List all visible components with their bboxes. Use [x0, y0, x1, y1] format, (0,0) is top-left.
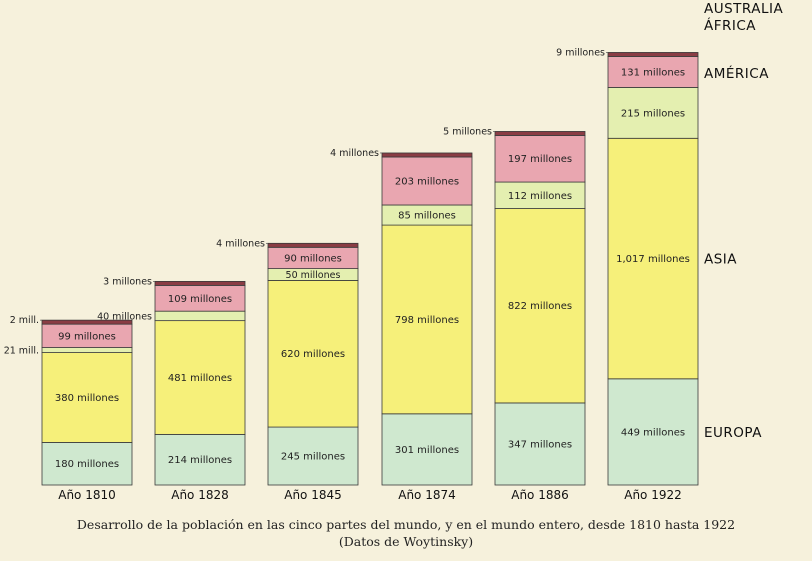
- legend-label-europa: EUROPA: [704, 424, 762, 441]
- data-label-africa-3: 203 millones: [394, 176, 460, 188]
- data-label-africa-5: 131 millones: [620, 67, 686, 79]
- bar-segment-australia-3: [382, 153, 472, 157]
- data-label-america-5: 215 millones: [620, 108, 686, 120]
- category-label-4: Año 1886: [511, 488, 569, 502]
- category-label-5: Año 1922: [624, 488, 682, 502]
- data-label-europa-3: 301 millones: [394, 444, 460, 456]
- data-label-australia-0: 2 mill.: [9, 315, 39, 327]
- data-label-africa-4: 197 millones: [507, 154, 573, 166]
- chart-caption: [0, 516, 812, 550]
- legend-label-africa: ÁFRICA: [704, 18, 757, 34]
- bar-segment-australia-4: [495, 131, 585, 135]
- data-label-asia-2: 620 millones: [280, 349, 346, 361]
- data-label-america-3: 85 millones: [398, 210, 456, 222]
- data-label-europa-1: 214 millones: [167, 455, 233, 467]
- legend-label-america: AMÉRICA: [704, 66, 769, 82]
- data-label-australia-4: 5 millones: [443, 126, 492, 138]
- data-label-europa-2: 245 millones: [280, 451, 346, 463]
- bar-segment-america-0: [42, 348, 132, 353]
- data-label-australia-3: 4 millones: [330, 147, 379, 159]
- legend-label-australia: AUSTRALIA: [704, 1, 784, 17]
- legend-label-asia: ASIA: [704, 251, 738, 268]
- data-label-australia-1: 3 millones: [103, 276, 152, 288]
- data-label-australia-2: 4 millones: [216, 238, 265, 250]
- data-label-europa-5: 449 millones: [620, 427, 686, 439]
- data-label-australia-5: 9 millones: [556, 47, 605, 59]
- data-label-africa-2: 90 millones: [284, 253, 342, 265]
- bar-segment-australia-5: [608, 52, 698, 56]
- data-label-america-0: 21 mill.: [3, 345, 39, 357]
- category-label-2: Año 1845: [284, 488, 342, 502]
- data-label-africa-1: 109 millones: [167, 293, 233, 305]
- data-label-america-1: 40 millones: [97, 311, 152, 323]
- caption-title: Desarrollo de la población en las cinco partes del mundo, y en el mundo entero, desde 1810 hasta 1922: [76, 517, 736, 532]
- category-label-0: Año 1810: [58, 488, 116, 502]
- category-label-1: Año 1828: [171, 488, 229, 502]
- data-label-asia-3: 798 millones: [394, 314, 460, 326]
- caption-source: (Datos de Woytinsky): [338, 534, 474, 549]
- data-label-america-2: 50 millones: [285, 270, 341, 282]
- data-label-america-4: 112 millones: [507, 190, 573, 202]
- data-label-europa-0: 180 millones: [54, 459, 120, 471]
- bar-segment-america-1: [155, 311, 245, 320]
- data-label-africa-0: 99 millones: [58, 331, 116, 343]
- data-label-asia-1: 481 millones: [167, 373, 233, 385]
- bar-segment-australia-2: [268, 243, 358, 247]
- data-label-asia-4: 822 millones: [507, 301, 573, 313]
- data-label-europa-4: 347 millones: [507, 439, 573, 451]
- data-label-asia-5: 1,017 millones: [616, 254, 690, 266]
- category-label-3: Año 1874: [398, 488, 456, 502]
- bar-segment-australia-1: [155, 281, 245, 285]
- data-label-asia-0: 380 millones: [54, 392, 120, 404]
